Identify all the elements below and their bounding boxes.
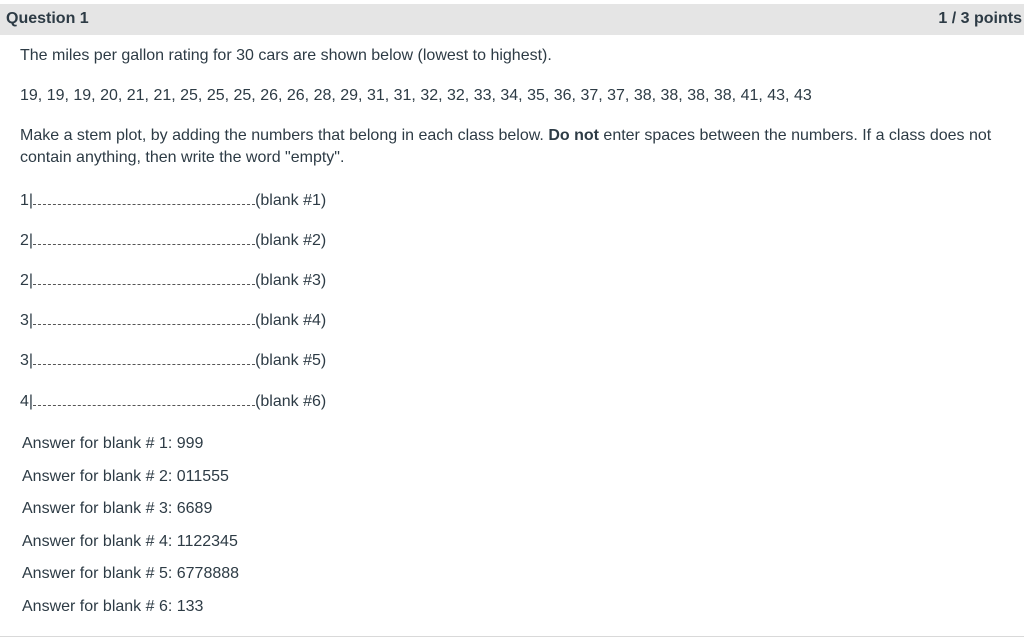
points-score: 1 / 3 points [938,10,1022,27]
stem-label: 2| [20,232,34,249]
blank-line [33,188,255,205]
answer-blank-6: Answer for blank # 6: 133 [22,597,204,615]
answer-blank-3: Answer for blank # 3: 6689 [22,500,213,518]
stem-row [20,308,326,332]
blank-line [33,389,255,406]
blank-label: (blank #5) [255,352,327,369]
question-header [0,4,1024,35]
blank-line [33,268,255,285]
instructions [20,125,1020,169]
instruction-text-1: Make a stem plot, by adding the numbers that belong in each class below. [20,127,549,144]
stem-row [20,389,326,413]
blank-label: (blank #4) [255,312,327,329]
bottom-divider [0,636,1024,637]
instruction-bold: Do not [548,127,599,144]
answer-blank-4: Answer for blank # 4: 1122345 [22,532,238,550]
answer-blank-5: Answer for blank # 5: 6778888 [22,565,240,583]
blank-label: (blank #3) [255,272,327,289]
stem-label: 1| [20,192,34,209]
question-title: Question 1 [6,10,89,27]
stem-label: 3| [20,312,34,329]
blank-label: (blank #1) [255,192,327,209]
stem-label: 3| [20,352,34,369]
stem-label: 2| [20,272,34,289]
blank-line [33,348,255,365]
blank-label: (blank #6) [255,393,327,410]
stem-row [20,228,326,252]
stem-row [20,348,326,372]
instruction-text-2: enter spaces between the numbers. If a class does not contain anything, then write the word "empty". [20,127,992,166]
data-list: 19, 19, 19, 20, 21, 21, 25, 25, 25, 26, 26, 28, 29, 31, 31, 32, 32, 33, 34, 35, 36, 37, 37, 38, 38, 38, 38, 41, 43, 43 [20,87,812,104]
answers-list [22,433,239,629]
stem-label: 4| [20,393,34,410]
blank-line [33,228,255,245]
answer-blank-2: Answer for blank # 2: 011555 [22,467,229,485]
stem-row [20,188,326,212]
blank-label: (blank #2) [255,232,327,249]
stem-row [20,268,326,292]
question-intro: The miles per gallon rating for 30 cars are shown below (lowest to highest). [20,47,552,64]
answer-blank-1: Answer for blank # 1: 999 [22,435,204,452]
blank-line [33,308,255,325]
